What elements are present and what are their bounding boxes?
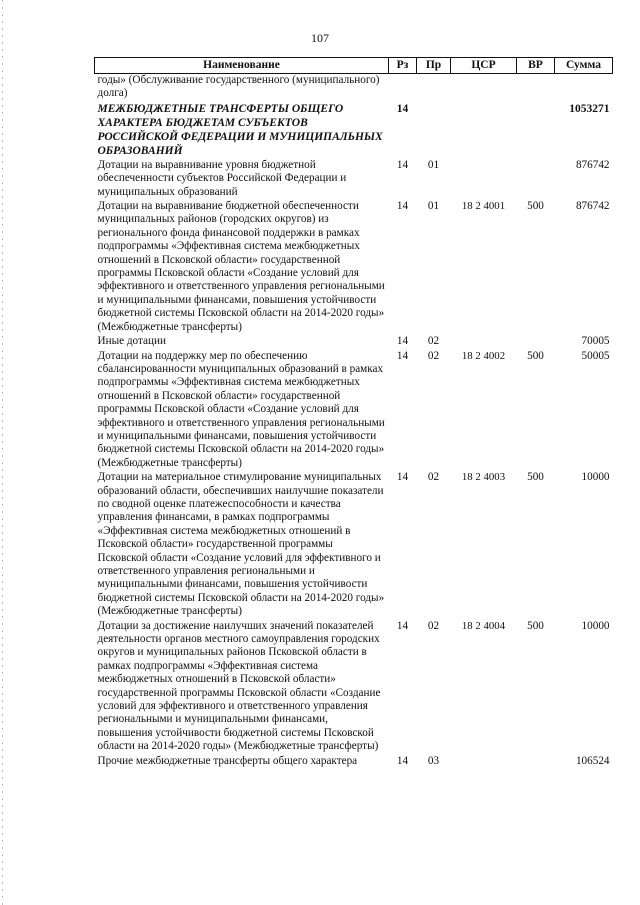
row-sum: 876742	[575, 200, 610, 213]
row-name: Дотации на выравнивание уровня бюджетной обеспеченности субъектов Российской Федерации и муниципальных образований	[97, 158, 347, 198]
page-number: 107	[311, 31, 329, 45]
row-csr	[451, 102, 517, 159]
table-row	[95, 620, 613, 755]
row-vr: 500	[527, 200, 544, 213]
row-sum: 50005	[581, 349, 610, 362]
scan-edge	[2, 0, 3, 905]
row-vr	[517, 755, 555, 769]
row-csr: 18 2 4001	[461, 200, 506, 213]
row-csr	[451, 755, 517, 769]
row-vr	[517, 159, 555, 200]
row-sum: 10000	[581, 471, 610, 484]
row-rz: 14	[396, 158, 409, 171]
row-vr: 500	[527, 349, 544, 362]
row-vr	[517, 74, 555, 102]
col-header-sum: Сумма	[555, 58, 613, 74]
table-row	[95, 471, 613, 619]
row-pr: 02	[427, 619, 440, 632]
row-vr	[517, 335, 555, 349]
row-pr: 01	[427, 200, 440, 213]
table-header-row	[95, 58, 613, 74]
row-csr: 18 2 4004	[461, 619, 506, 632]
row-csr	[451, 74, 517, 102]
row-csr	[451, 159, 517, 200]
col-header-pr: Пр	[417, 58, 451, 74]
row-name: Дотации за достижение наилучших значений показателей деятельности органов местного самоуправления городских округов и муниципальных районов Псковской области в рамках подпрограммы «Эффективная система межбюджетных отношений в Псковской области» государственной программы Псковской области «Создание условий для эффективного и ответственного управления региональными и муниципальными финансами, повышения устойчивости бюджетной системы Псковской области на 2014-2020 годы» (Межбюджетные трансферты)	[97, 619, 381, 753]
row-rz: 14	[396, 335, 409, 348]
col-header-rz: Рз	[389, 58, 417, 74]
row-name: Прочие межбюджетные трансферты общего характера	[97, 754, 358, 767]
row-rz: 14	[396, 619, 409, 632]
row-name: Дотации на поддержку мер по обеспечению сбалансированности муниципальных образований в рамках подпрограммы «Эффективная система межбюджетных отношений в Псковской области» государственной программы Псковской области «Создание условий для эффективного и ответственного управления региональными и муниципальными финансами, повышения устойчивости бюджетной системы Псковской области на 2014-2020 годы» (Межбюджетные трансферты)	[97, 349, 385, 469]
row-pr: 03	[427, 754, 440, 767]
row-pr: 02	[427, 471, 440, 484]
table-row	[95, 74, 613, 102]
col-header-csr: ЦСР	[451, 58, 517, 74]
row-pr	[417, 74, 451, 102]
row-rz: 14	[396, 754, 409, 767]
row-pr: 02	[427, 349, 440, 362]
row-sum: 10000	[581, 619, 610, 632]
table-row	[95, 159, 613, 200]
row-rz: 14	[396, 471, 409, 484]
row-name: Дотации на выравнивание бюджетной обеспеченности муниципальных районов (городских округов) из регионального фонда финансовой поддержки в рамках подпрограммы «Эффективная система межбюджетных отношений в Псковской области» государственной программы Псковской области «Создание условий для эффективного и ответственного управления региональными и муниципальными финансами, повышения устойчивости бюджетной системы Псковской области на 2014-2020 годы» (Межбюджетные трансферты)	[97, 200, 385, 333]
row-pr: 01	[427, 158, 440, 171]
row-name: Дотации на материальное стимулирование муниципальных образований области, обеспечивших наилучшие показатели по сводной оценке платежеспособности и качества управления финансами, в рамках подпрограммы «Эффективная система межбюджетных отношений в Псковской области» государственной программы Псковской области «Создание условий для эффективного и ответственного управления региональными и муниципальными финансами, повышения устойчивости бюджетной системы Псковской области на 2014-2020 годы» (Межбюджетные трансферты)	[97, 471, 385, 618]
row-name: МЕЖБЮДЖЕТНЫЕ ТРАНСФЕРТЫ ОБЩЕГО ХАРАКТЕРА БЮДЖЕТАМ СУБЪЕКТОВ РОССИЙСКОЙ ФЕДЕРАЦИИ И МУНИЦИПАЛЬНЫХ ОБРАЗОВАНИЙ	[97, 102, 383, 157]
row-name: Иные дотации	[97, 335, 166, 348]
row-rz: 14	[396, 200, 409, 213]
row-csr: 18 2 4003	[461, 471, 506, 484]
row-sum: 70005	[581, 335, 610, 348]
col-header-name: Наименование	[95, 58, 389, 74]
row-sum	[555, 74, 613, 102]
row-name: годы» (Обслуживание государственного (муниципального) долга)	[97, 74, 380, 100]
row-sum: 1053271	[569, 102, 610, 115]
row-vr: 500	[527, 619, 544, 632]
row-csr	[451, 335, 517, 349]
row-vr	[517, 102, 555, 159]
table-row	[95, 350, 613, 472]
table-row	[95, 200, 613, 335]
row-sum: 876742	[575, 158, 610, 171]
budget-table	[94, 57, 613, 769]
row-vr: 500	[527, 471, 544, 484]
row-pr	[417, 102, 451, 159]
row-pr: 02	[427, 335, 440, 348]
col-header-vr: ВР	[517, 58, 555, 74]
row-rz: 14	[396, 102, 409, 115]
table-row	[95, 335, 613, 349]
row-rz	[389, 74, 417, 102]
table-row	[95, 755, 613, 769]
row-sum: 106524	[575, 754, 610, 767]
table-row	[95, 102, 613, 159]
row-csr: 18 2 4002	[461, 349, 506, 362]
row-rz: 14	[396, 349, 409, 362]
